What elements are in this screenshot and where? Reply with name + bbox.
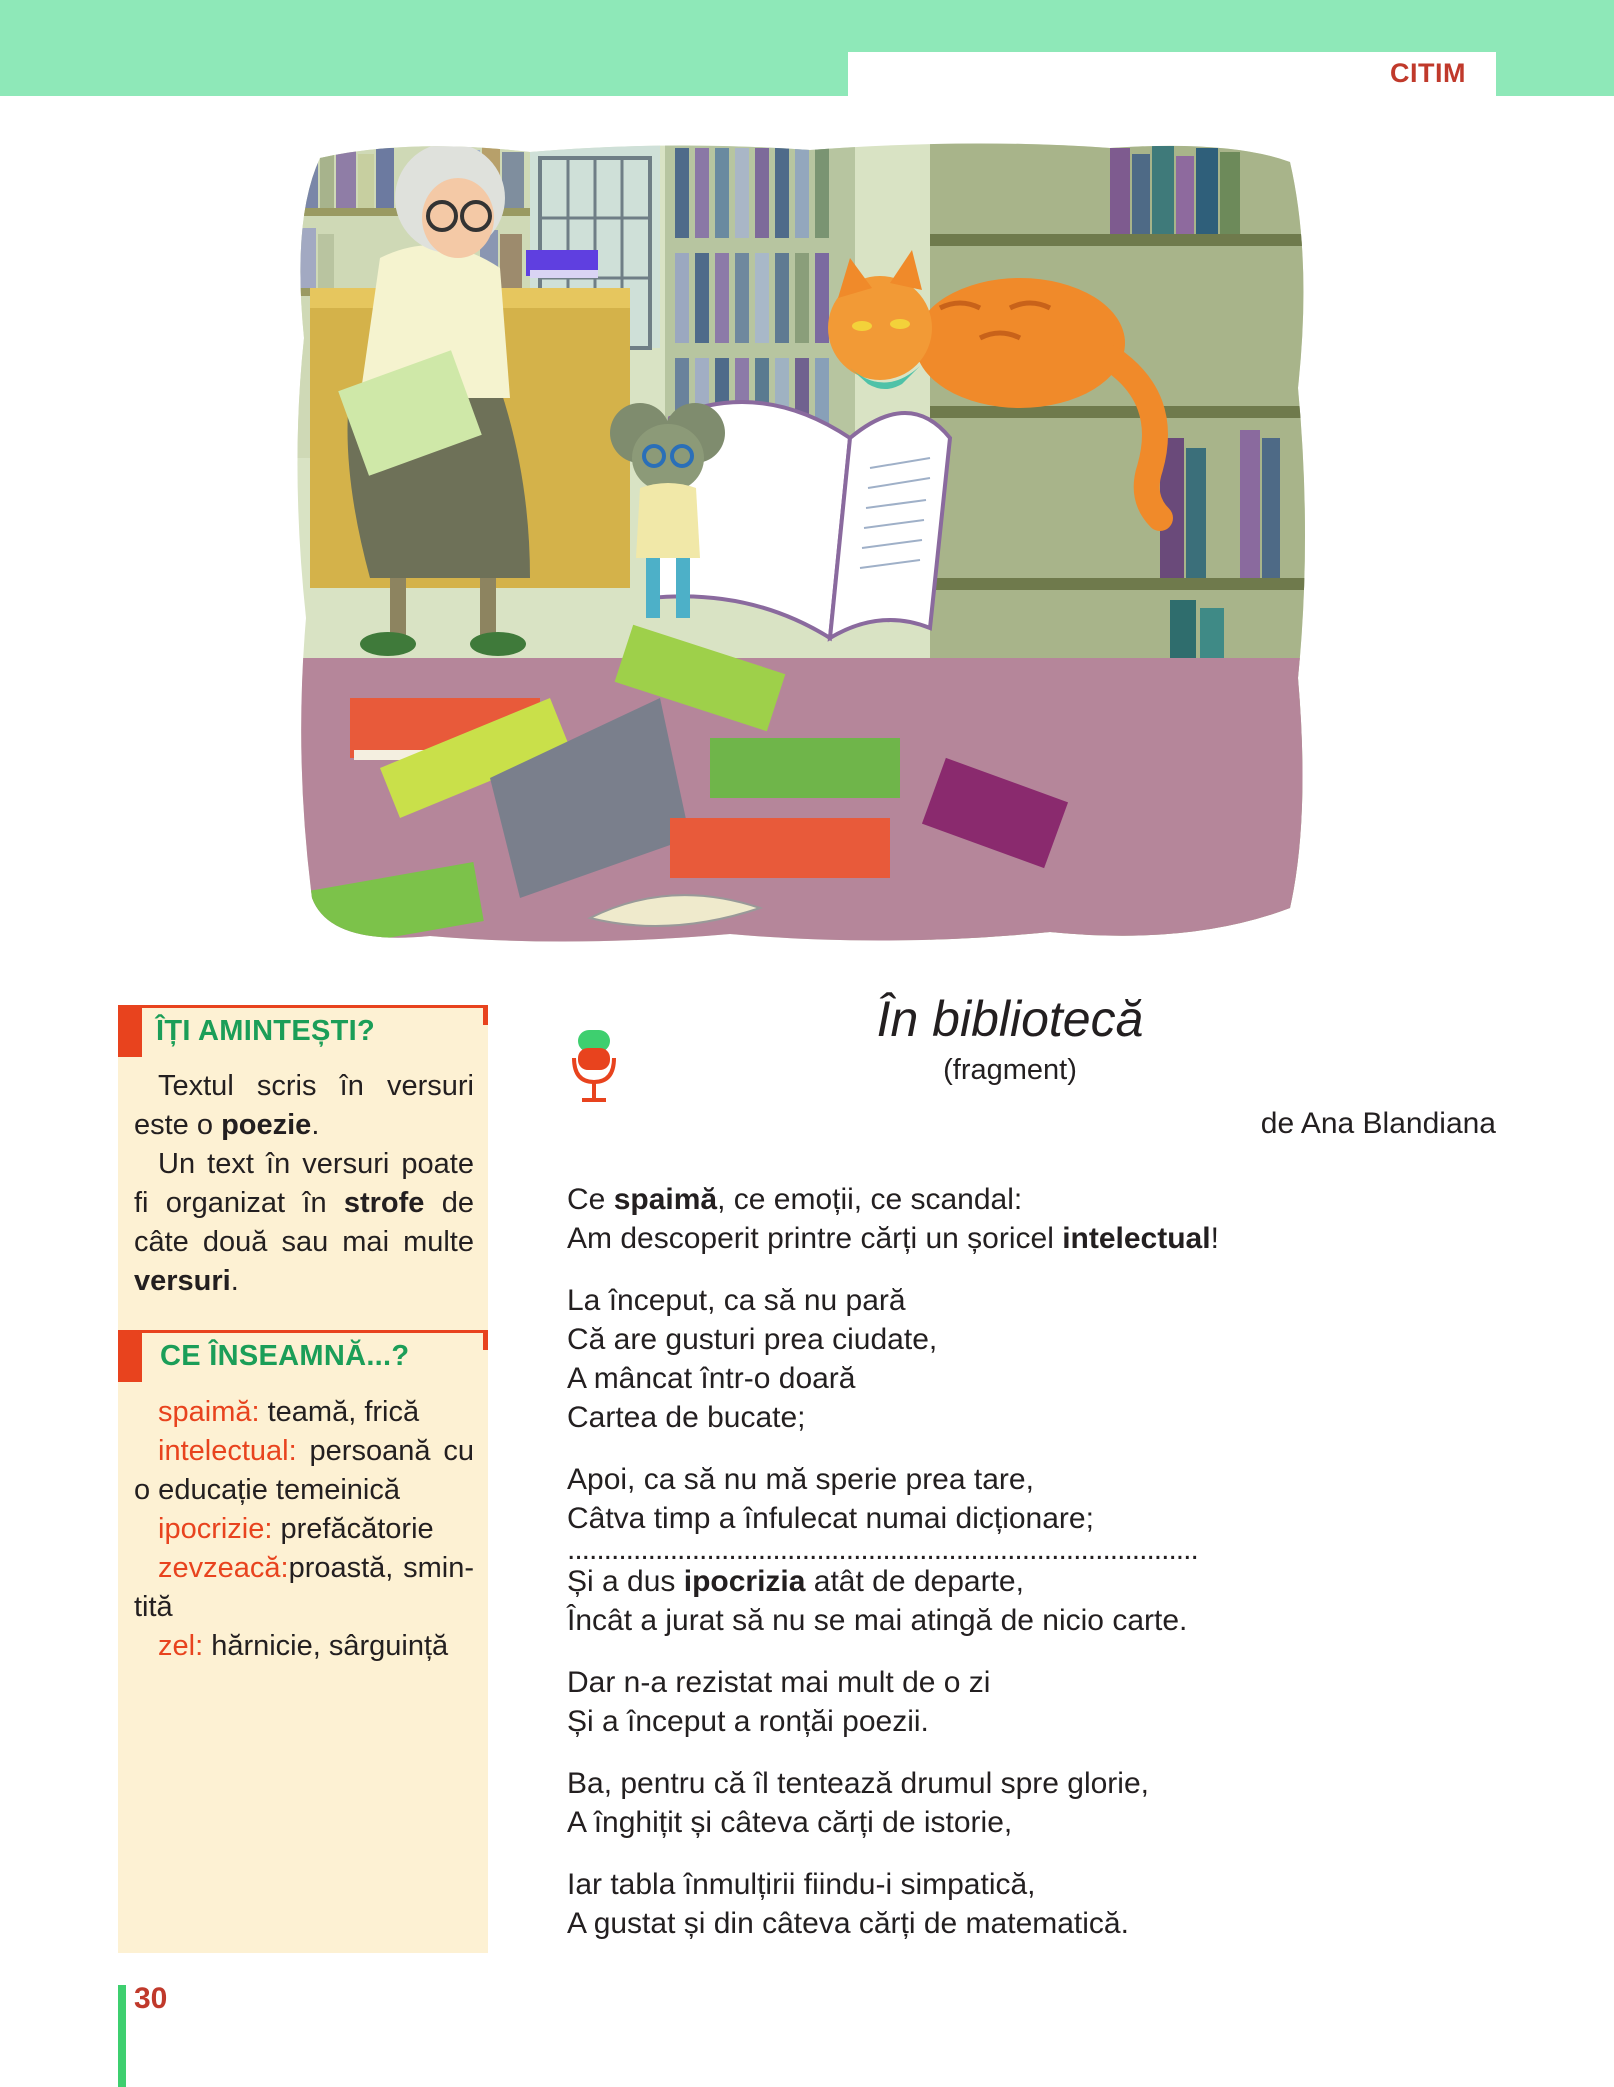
glossary-list [134,1393,474,1666]
page-number-bar [118,1985,126,2087]
glossary-item-ipocrizie: ipocrizie: prefăcătorie [158,1513,434,1545]
stanza-5: Dar n-a rezistat mai mult de o zi Și a început a ronțăi poezii. [567,1666,991,1738]
glossary-item-zel: zel: hărnicie, sârguință [158,1630,449,1662]
poem-subtitle: (fragment) [943,1054,1077,1086]
glossary-header [118,1330,488,1390]
remember-title: ÎȚI AMINTEȘTI? [156,1015,375,1047]
stanza-6: Ba, pentru că îl tentează drumul spre glorie, A înghițit și câteva cărți de istorie, [567,1767,1149,1839]
remember-header [118,1005,488,1065]
remember-p1: Textul scris în versuri este o poezie. [134,1070,474,1141]
section-label: CITIM [1390,58,1466,88]
section-tab [848,52,1496,96]
glossary-item-spaima: spaimă: teamă, frică [158,1396,420,1428]
stanza-1: Ce spaimă, ce emoții, ce scandal: Am descoperit printre cărți un șoricel intelectual! [567,1183,1219,1255]
glossary-item-zevzeaca: zevzeacă:proastă, smintită [134,1552,474,1623]
stanza-2: La început, ca să nu pară Că are gusturi prea ciudate, A mâncat într-o doară Cartea de bucate; [567,1284,938,1434]
stanza-3: Apoi, ca să nu mă sperie prea tare, Câtva timp a înfulecat numai dicționare; ...................................................................................... [567,1463,1198,1566]
remember-text [134,1067,474,1301]
page-number: 30 [134,1982,168,2015]
stanza-7: Iar tabla înmulțirii fiindu-i simpatică, A gustat și din câteva cărți de matematică. [567,1868,1129,1940]
remember-p2: Un text în versuri poate fi organizat în strofe de câte două sau mai multe versuri. [134,1148,474,1297]
poem-title: În bibliotecă [876,991,1144,1047]
microphone-icon [566,1028,622,1108]
poem-author: de Ana Blandiana [1260,1107,1496,1140]
glossary-item-intelectual: intelectual: persoană cu o educație temeinică [134,1435,474,1506]
glossary-title: CE ÎNSEAMNĂ...? [160,1340,410,1372]
poem-body [567,1180,1547,1966]
stanza-4: Și a dus ipocrizia atât de departe, Încât a jurat să nu se mai atingă de nicio carte. [567,1565,1188,1637]
library-illustration [290,138,1310,950]
sidebar-box [118,1005,488,1953]
ellipsis-line: ...................................................................................... [567,1533,1198,1566]
